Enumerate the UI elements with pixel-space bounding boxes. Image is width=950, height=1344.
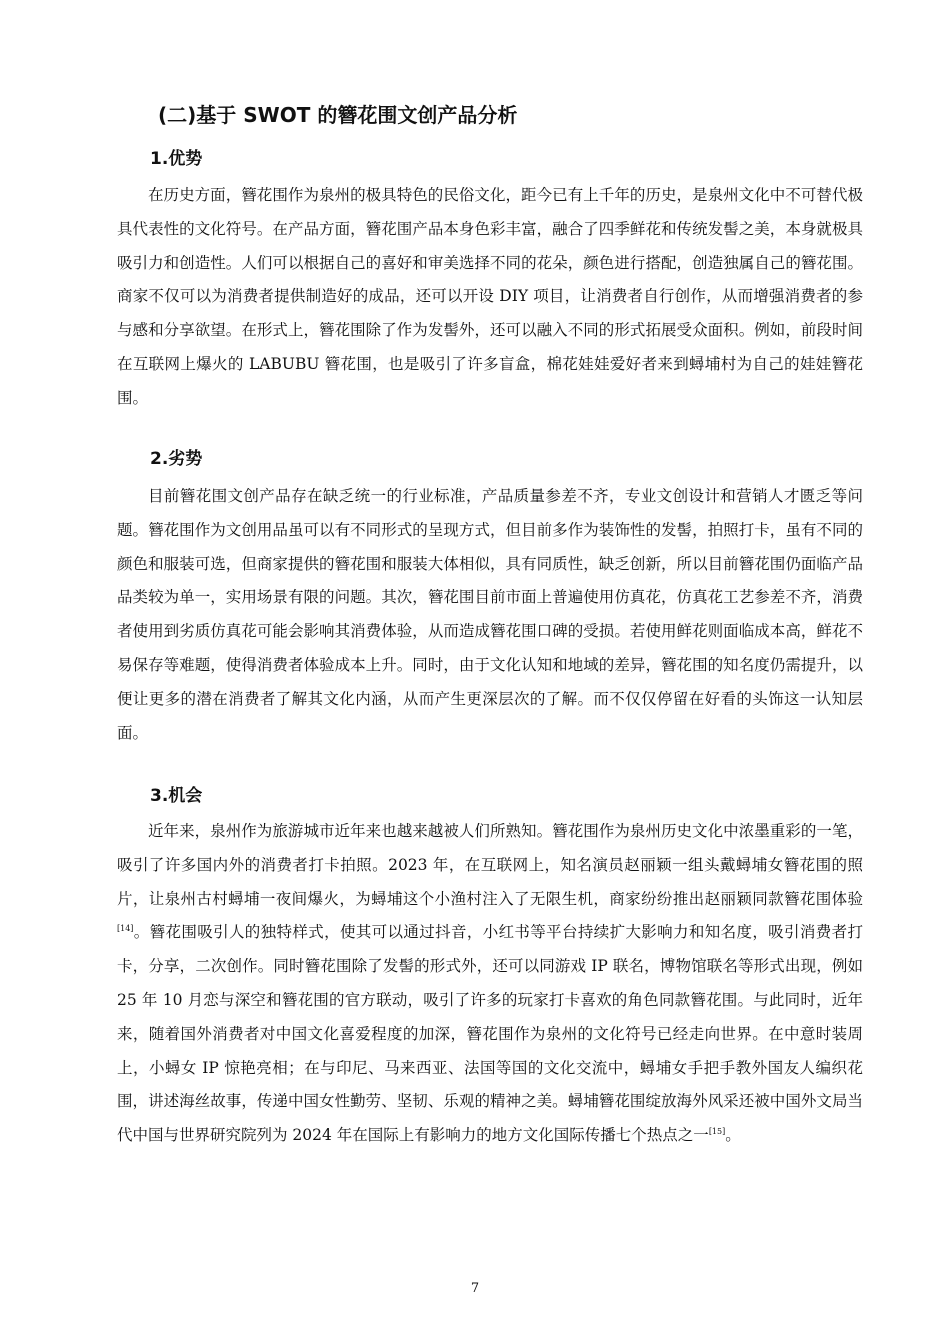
opportunities-heading: 3.机会 bbox=[150, 786, 203, 806]
opportunities-text-part-1: 近年来，泉州作为旅游城市近年来也越来越被人们所熟知。簪花围作为泉州历史文化中浓墨重彩的一笔，吸引了许多国内外的消费者打卡拍照。2023 年，在互联网上，知名演员赵丽颖一组头戴蟳埔女簪花围的照片，让泉州古村蟳埔一夜间爆火，为蟳埔这个小渔村注入了无限生机，商家纷纷推出赵丽颖同款簪花围体验 bbox=[117, 822, 863, 908]
opportunities-text-part-2: 。簪花围吸引人的独特样式，使其可以通过抖音，小红书等平台持续扩大影响力和知名度，吸引消费者打卡，分享，二次创作。同时簪花围除了发髻的形式外，还可以同游戏 IP 联名，博物馆联名等形式出现，例如 25 年 10 月恋与深空和簪花围的官方联动，吸引了许多的玩家打卡喜欢的角色同款簪花围。与此同时，近年来，随着国外消费者对中国文化喜爱程度的加深，簪花围作为泉州的文化符号已经走向世界。在中意时装周上，小蟳女 IP 惊艳亮相；在与印尼、马来西亚、法国等国的文化交流中，蟳埔女手把手教外国友人编织花围，讲述海丝故事，传递中国女性勤劳、坚韧、乐观的精神之美。蟳埔簪花围绽放海外风采还被中国外文局当代中国与世界研究院列为 2024 年在国际上有影响力的地方文化国际传播七个热点之一 bbox=[117, 923, 863, 1145]
opportunities-paragraph bbox=[117, 815, 863, 1153]
strengths-paragraph: 在历史方面，簪花围作为泉州的极具特色的民俗文化，距今已有上千年的历史，是泉州文化中不可替代极具代表性的文化符号。在产品方面，簪花围产品本身色彩丰富，融合了四季鲜花和传统发髻之美，本身就极具吸引力和创造性。人们可以根据自己的喜好和审美选择不同的花朵，颜色进行搭配，创造独属自己的簪花围。商家不仅可以为消费者提供制造好的成品，还可以开设 DIY 项目，让消费者自行创作，从而增强消费者的参与感和分享欲望。在形式上，簪花围除了作为发髻外，还可以融入不同的形式拓展受众面积。例如，前段时间在互联网上爆火的 LABUBU 簪花围，也是吸引了许多盲盒，棉花娃娃爱好者来到蟳埔村为自己的娃娃簪花围。 bbox=[117, 186, 863, 407]
citation-15: [15] bbox=[708, 1127, 726, 1137]
section-title: (二)基于 SWOT 的簪花围文创产品分析 bbox=[158, 103, 518, 127]
citation-14: [14] bbox=[117, 924, 134, 934]
page-number: 7 bbox=[470, 1281, 480, 1296]
weaknesses-heading: 2.劣势 bbox=[150, 449, 203, 469]
weaknesses-paragraph: 目前簪花围文创产品存在缺乏统一的行业标准，产品质量参差不齐，专业文创设计和营销人才匮乏等问题。簪花围作为文创用品虽可以有不同形式的呈现方式，但目前多作为装饰性的发髻，拍照打卡，虽有不同的颜色和服装可选，但商家提供的簪花围和服装大体相似，具有同质性，缺乏创新，所以目前簪花围仍面临产品品类较为单一，实用场景有限的问题。其次，簪花围目前市面上普遍使用仿真花，仿真花工艺参差不齐，消费者使用到劣质仿真花可能会影响其消费体验，从而造成簪花围口碑的受损。若使用鲜花则面临成本高，鲜花不易保存等难题，使得消费者体验成本上升。同时，由于文化认知和地域的差异，簪花围的知名度仍需提升，以便让更多的潜在消费者了解其文化内涵，从而产生更深层次的了解。而不仅仅停留在好看的头饰这一认知层面。 bbox=[117, 487, 863, 742]
strengths-heading: 1.优势 bbox=[150, 149, 203, 169]
opportunities-text-part-3: 。 bbox=[725, 1126, 741, 1145]
